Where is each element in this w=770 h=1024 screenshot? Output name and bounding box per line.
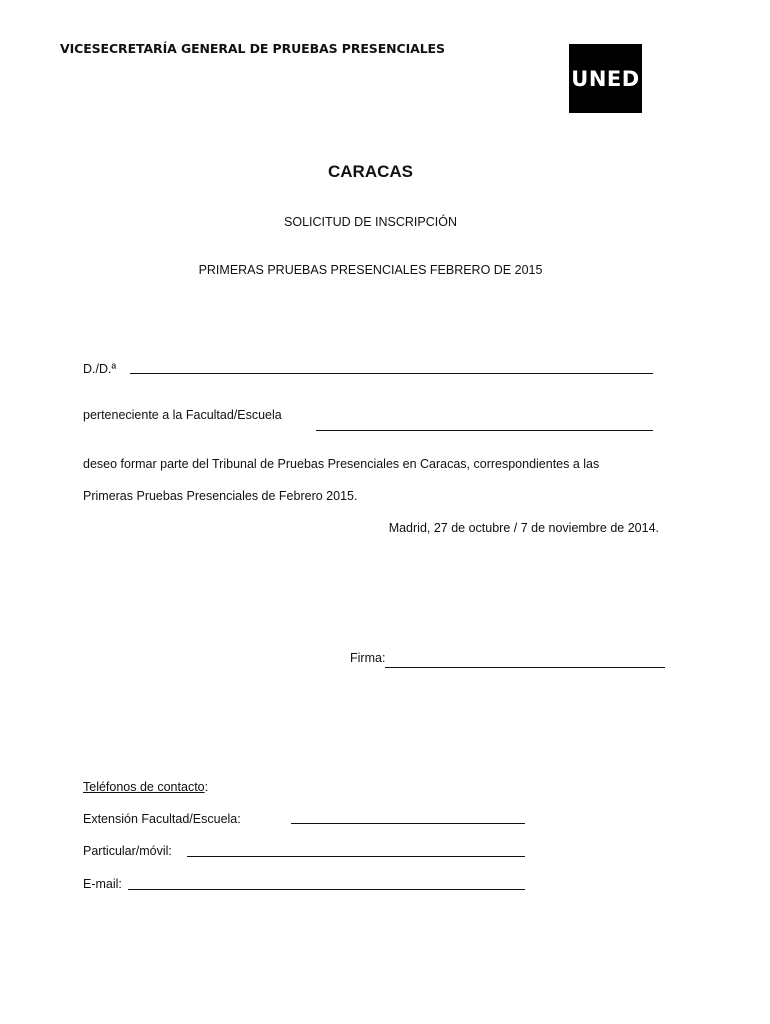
signature-field-line[interactable] <box>385 667 665 668</box>
contact-heading-colon: : <box>204 780 209 794</box>
uned-logo <box>569 44 642 113</box>
contact-heading-text: Teléfonos de contacto <box>83 780 205 794</box>
contact-heading <box>83 780 208 794</box>
mobile-field-line[interactable] <box>187 856 525 857</box>
email-field-line[interactable] <box>128 889 525 890</box>
faculty-label: perteneciente a la Facultad/Escuela <box>83 408 282 422</box>
document-subtitle: SOLICITUD DE INSCRIPCIÓN <box>284 215 457 229</box>
name-field-line[interactable] <box>130 373 653 374</box>
body-line-1: deseo formar parte del Tribunal de Pruebas Presenciales en Caracas, correspondientes a las <box>83 457 600 471</box>
document-subtitle-2: PRIMERAS PRUEBAS PRESENCIALES FEBRERO DE 2015 <box>198 263 543 277</box>
logo-text: UNED <box>571 66 640 91</box>
document-title: CARACAS <box>328 162 413 181</box>
organization-header: VICESECRETARÍA GENERAL DE PRUEBAS PRESENCIALES <box>60 41 445 56</box>
extension-label: Extensión Facultad/Escuela: <box>83 812 241 826</box>
name-label: D./D.ª <box>83 362 117 376</box>
email-label: E-mail: <box>83 877 122 891</box>
date-line: Madrid, 27 de octubre / 7 de noviembre de 2014. <box>388 521 659 535</box>
signature-label: Firma: <box>350 651 386 665</box>
body-line-2: Primeras Pruebas Presenciales de Febrero 2015. <box>83 489 358 503</box>
mobile-label: Particular/móvil: <box>83 844 172 858</box>
extension-field-line[interactable] <box>291 823 525 824</box>
faculty-field-line[interactable] <box>316 430 653 431</box>
